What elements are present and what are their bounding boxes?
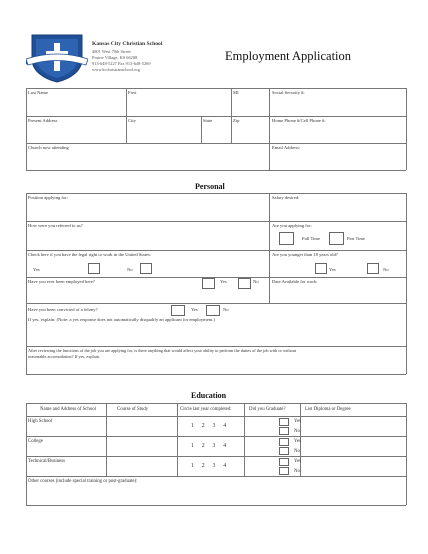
referred-field[interactable]: How were you referred to us? [28, 223, 83, 228]
home-phone-field[interactable]: Home Phone #/Cell Phone #: [272, 118, 326, 123]
date-available-field[interactable]: Date Available for work: [272, 279, 318, 284]
legal-no-label: No [127, 267, 133, 272]
position-field[interactable]: Position applying for: [28, 195, 69, 200]
high-school-year-options[interactable]: 1 2 3 4 [191, 423, 230, 429]
rule [26, 416, 406, 417]
rule [26, 436, 406, 437]
employed-yes-checkbox[interactable] [202, 278, 215, 289]
over-18-yes-checkbox[interactable] [315, 263, 327, 274]
rule [201, 116, 202, 143]
school-info [92, 41, 162, 72]
rule [406, 193, 407, 374]
edu-header-graduate: Did you Graduate? [249, 407, 286, 412]
rule [26, 476, 406, 477]
legal-yes-checkbox[interactable] [88, 263, 100, 274]
edu-row-technical: Technical/Business [28, 459, 65, 464]
employed-no-checkbox[interactable] [238, 278, 251, 289]
edu-header-year: Circle last year completed: [180, 407, 232, 412]
rule [231, 116, 232, 143]
rule [231, 88, 232, 116]
rule [269, 193, 270, 303]
other-courses-field[interactable]: Other courses (include special training or post-graduate): [28, 479, 138, 484]
rule [126, 116, 127, 143]
rule [26, 88, 406, 89]
rule [26, 221, 406, 222]
state-field[interactable]: State [203, 118, 213, 123]
zip-field[interactable]: Zip [233, 118, 240, 123]
last-name-field[interactable]: Last Name [28, 90, 49, 95]
technical-no-checkbox[interactable] [279, 467, 289, 475]
over-18-no-checkbox[interactable] [367, 263, 379, 274]
salary-field[interactable]: Salary desired: [272, 195, 300, 200]
rule [26, 403, 27, 505]
education-section-title: Education [191, 391, 227, 400]
church-field[interactable]: Church now attending [28, 145, 69, 150]
middle-initial-field[interactable]: MI [233, 90, 239, 95]
employed-no-label: No [253, 279, 259, 284]
rule [26, 116, 406, 117]
technical-year-options[interactable]: 1 2 3 4 [191, 463, 230, 469]
school-website: www.kcchristianschool.org [92, 66, 140, 72]
city-field[interactable]: City [128, 118, 136, 123]
edu-row-high-school: High School [28, 419, 53, 424]
high-school-yes-checkbox[interactable] [279, 418, 289, 426]
present-address-field[interactable]: Present Address [28, 118, 58, 123]
college-no-checkbox[interactable] [279, 447, 289, 455]
felony-yes-label: Yes [191, 307, 198, 312]
rule [26, 250, 406, 251]
rule [126, 88, 127, 116]
form-title: Employment Application [225, 49, 352, 63]
rule [26, 505, 406, 506]
full-time-label: Full Time [302, 236, 321, 241]
rule [26, 88, 27, 170]
full-time-checkbox[interactable] [279, 232, 294, 245]
employed-yes-label: Yes [220, 279, 227, 284]
high-school-no-checkbox[interactable] [279, 427, 289, 435]
felony-yes-checkbox[interactable] [171, 305, 185, 316]
rule [26, 143, 406, 144]
over-18-label: Are you younger than 18 years old? [272, 252, 338, 257]
rule [244, 403, 245, 476]
felony-no-label: No [223, 307, 229, 312]
personal-section-title: Personal [195, 182, 225, 191]
rule [26, 303, 406, 304]
applying-for-label: Are you applying for: [272, 223, 312, 228]
edu-header-degree: List Diploma or Degree [305, 407, 351, 412]
over-18-no-label: No [383, 267, 389, 272]
edu-row-college: College [28, 439, 43, 444]
college-year-options[interactable]: 1 2 3 4 [191, 443, 230, 449]
school-phone: 913-648-5227 Fax 913-648-5269 [92, 60, 151, 66]
legal-right-label: Check here if you have the legal right to work in the United States: [28, 252, 152, 257]
rule [26, 193, 406, 194]
employed-here-label: Have you ever been employed here? [28, 279, 95, 284]
school-address-1: 4801 West 79th Street [92, 48, 131, 54]
accommodation-question-line-1[interactable]: After reviewing the functions of the job you are applying for, is there anything that would affect your ability to perform the duties of the job with or without [28, 348, 297, 353]
technical-no-label: No [294, 469, 300, 474]
school-address-2: Prairie Village, KS 66208 [92, 54, 138, 60]
felony-no-checkbox[interactable] [206, 305, 220, 316]
technical-yes-label: Yes [294, 459, 301, 464]
rule [177, 403, 178, 476]
college-yes-label: Yes [294, 439, 301, 444]
felony-label: Have you been convicted of a felony? [28, 307, 98, 312]
college-no-label: No [294, 449, 300, 454]
rule [26, 456, 406, 457]
rule [26, 403, 406, 404]
ssn-field[interactable]: Social Security #: [272, 90, 305, 95]
rule [26, 374, 406, 375]
school-logo [26, 29, 88, 83]
part-time-label: Part Time [347, 236, 365, 241]
rule [26, 346, 406, 347]
school-name: Kansas City Christian School [92, 41, 163, 47]
rule [106, 403, 107, 476]
rule [406, 88, 407, 170]
part-time-checkbox[interactable] [329, 232, 344, 245]
rule [269, 88, 270, 170]
accommodation-question-line-2: reasonable accomodation? If yes, explain. [28, 354, 101, 359]
high-school-yes-label: Yes [294, 419, 301, 424]
felony-explain-field[interactable]: If yes, explain: (Note: a yes response does not automatically disqualify an applicant for employment.) [28, 317, 216, 322]
over-18-yes-label: Yes [329, 267, 336, 272]
rule [26, 277, 406, 278]
legal-no-checkbox[interactable] [140, 263, 152, 274]
rule [406, 403, 407, 505]
college-yes-checkbox[interactable] [279, 438, 289, 446]
email-field[interactable]: Email Address: [272, 145, 301, 150]
rule [26, 170, 406, 171]
edu-header-school: Name and Address of School [40, 407, 96, 412]
first-name-field[interactable]: First [128, 90, 137, 95]
edu-header-course: Course of Study [117, 407, 149, 412]
high-school-no-label: No [294, 429, 300, 434]
legal-yes-label: Yes [33, 267, 40, 272]
technical-yes-checkbox[interactable] [279, 458, 289, 466]
